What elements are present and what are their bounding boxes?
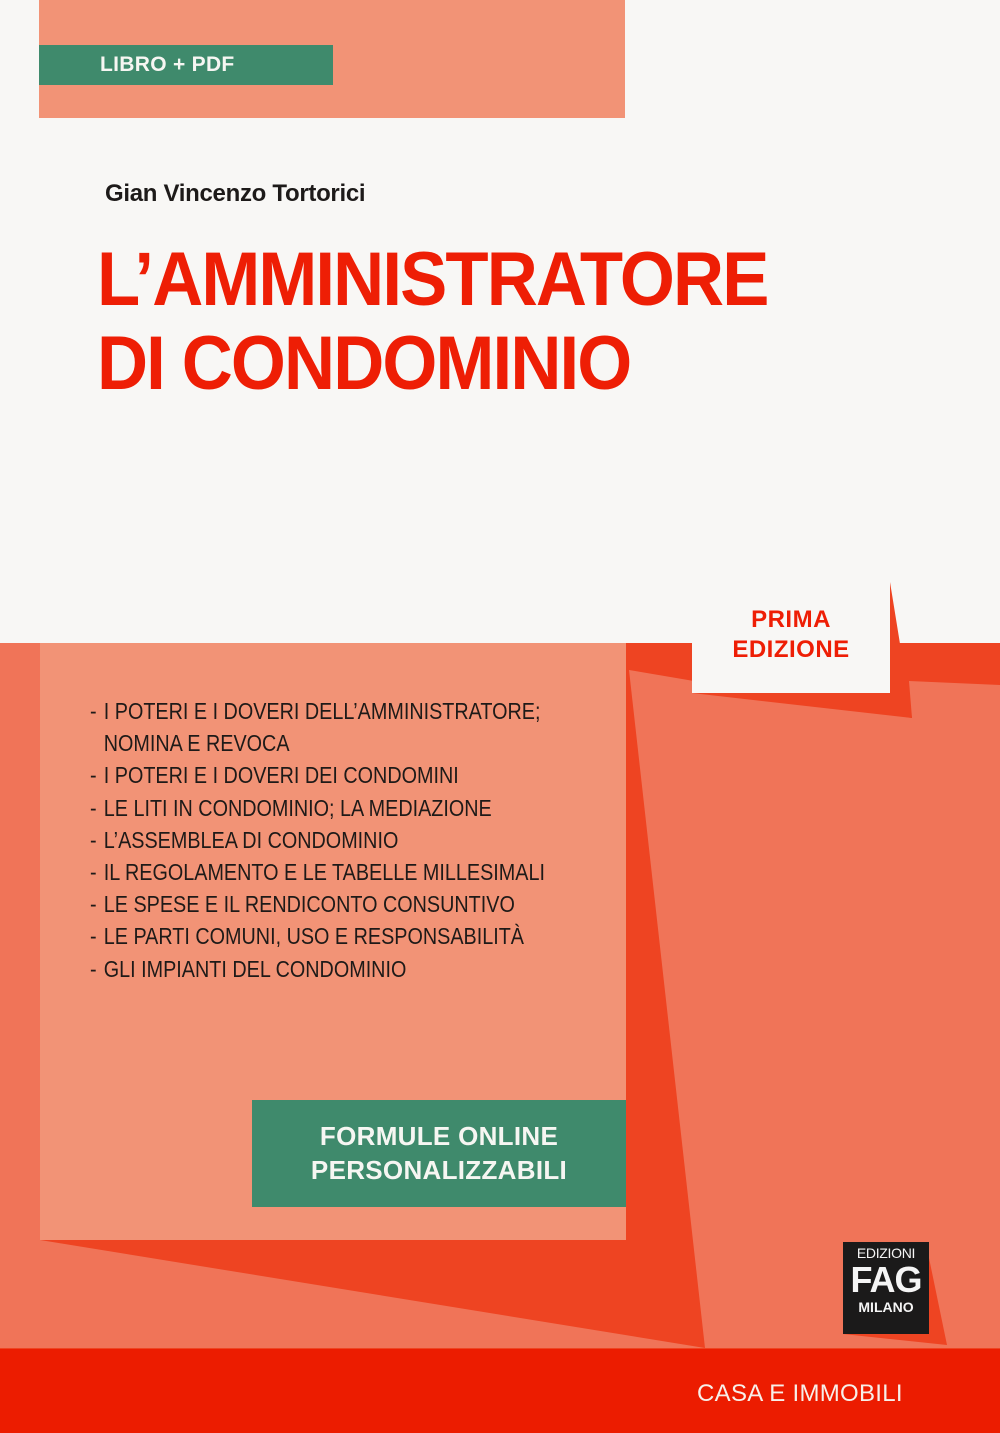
online-line-1: FORMULE ONLINE	[319, 1121, 559, 1151]
author-name: Gian Vincenzo Tortorici	[105, 180, 366, 207]
edition-line-1: PRIMA	[751, 606, 831, 633]
badge-tail-white	[890, 560, 1000, 643]
edition-badge	[692, 583, 890, 693]
topic-item: - L’ASSEMBLEA DI CONDOMINIO	[90, 826, 399, 853]
topic-item: - LE LITI IN CONDOMINIO; LA MEDIAZIONE	[90, 794, 492, 821]
topic-item: - I POTERI E I DOVERI DELL’AMMINISTRATORE;	[90, 698, 541, 724]
topic-item: - IL REGOLAMENTO E LE TABELLE MILLESIMALI	[90, 859, 545, 886]
topic-item: - LE SPESE E IL RENDICONTO CONSUNTIVO	[90, 891, 515, 918]
publisher-logo	[843, 1242, 929, 1334]
edition-line-2: EDIZIONE	[732, 636, 850, 663]
topics-list	[90, 695, 545, 985]
series-name: CASA E IMMOBILI	[697, 1380, 903, 1407]
topic-item: - LE PARTI COMUNI, USO E RESPONSABILITÀ	[90, 923, 525, 950]
format-tag: LIBRO + PDF	[39, 45, 333, 85]
title-line-2: DI CONDOMINIO	[97, 321, 631, 406]
online-line-2: PERSONALIZZABILI	[310, 1155, 568, 1185]
topic-item: - GLI IMPIANTI DEL CONDOMINIO	[90, 955, 407, 982]
title-line-1: L’AMMINISTRATORE	[97, 237, 768, 322]
publisher-line-3: MILANO	[858, 1299, 914, 1315]
online-formulas-box	[252, 1100, 626, 1207]
publisher-line-1: EDIZIONI	[856, 1245, 916, 1261]
publisher-line-2: FAG	[850, 1259, 922, 1300]
topic-item: - I POTERI E I DOVERI DEI CONDOMINI	[90, 762, 459, 789]
topic-item-continuation: NOMINA E REVOCA	[103, 730, 290, 757]
